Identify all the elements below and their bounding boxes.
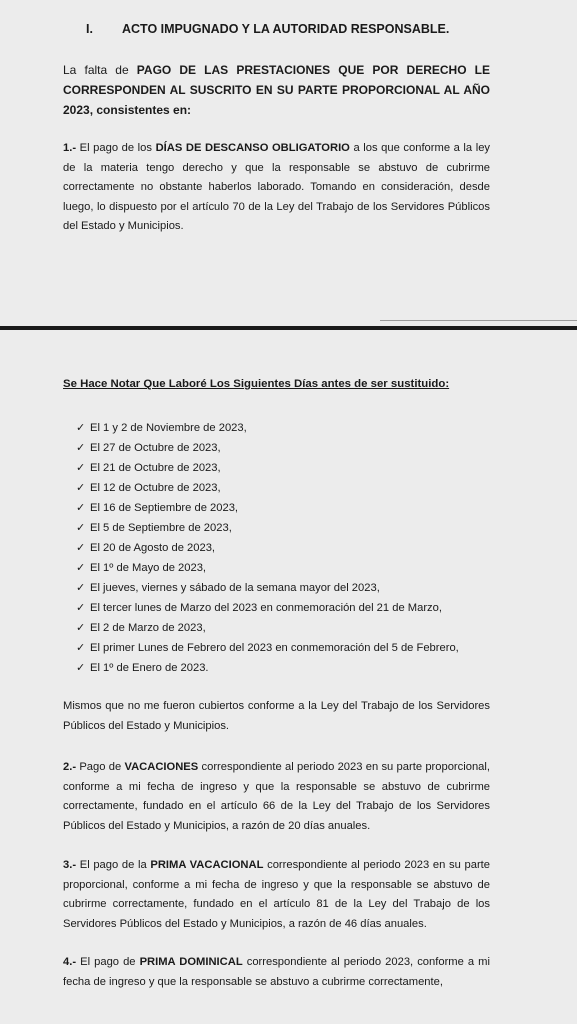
item-1-paragraph bbox=[63, 139, 490, 237]
checkmark-icon: ✓ bbox=[76, 522, 86, 534]
day-list-item bbox=[76, 598, 459, 618]
day-text: El tercer lunes de Marzo del 2023 en conmemoración del 21 de Marzo, bbox=[90, 602, 442, 614]
item-2-paragraph bbox=[63, 758, 490, 836]
item-2-text-b: correspondiente al periodo 2023 en su parte proporcional, conforme a mi fecha de ingreso y que la responsable se abstuvo de cubrirme correctamente, fundado en el artículo 66 de la Ley del Trabajo de los Servidores Públicos del Estado y Municipios, a razón de 20 días anuales. bbox=[63, 761, 491, 832]
day-text: El 12 de Octubre de 2023, bbox=[90, 482, 221, 494]
section-heading bbox=[86, 22, 449, 36]
day-list-item bbox=[76, 518, 459, 538]
day-text: El primer Lunes de Febrero del 2023 en conmemoración del 5 de Febrero, bbox=[90, 642, 459, 654]
day-list-item bbox=[76, 638, 459, 658]
checkmark-icon: ✓ bbox=[76, 582, 86, 594]
checkmark-icon: ✓ bbox=[76, 462, 86, 474]
item-4-text-a: El pago de bbox=[76, 956, 140, 968]
item-3-paragraph bbox=[63, 856, 490, 934]
section-numeral: I. bbox=[86, 22, 93, 36]
day-text: El 1º de Enero de 2023. bbox=[90, 662, 209, 674]
item-4-bold: PRIMA DOMINICAL bbox=[139, 956, 243, 968]
day-text: El 5 de Septiembre de 2023, bbox=[90, 522, 232, 534]
intro-paragraph bbox=[63, 60, 490, 120]
item-2-bold: VACACIONES bbox=[124, 761, 199, 773]
day-list-item bbox=[76, 538, 459, 558]
item-4-number: 4.- bbox=[63, 956, 77, 968]
checkmark-icon: ✓ bbox=[76, 422, 86, 434]
day-list-item bbox=[76, 558, 459, 578]
checkmark-icon: ✓ bbox=[76, 542, 86, 554]
checkmark-icon: ✓ bbox=[76, 602, 86, 614]
mismos-paragraph: Mismos que no me fueron cubiertos conforme a la Ley del Trabajo de los Servidores Públicos del Estado y Municipios. bbox=[63, 700, 490, 732]
day-text: El 20 de Agosto de 2023, bbox=[90, 542, 216, 554]
day-text: El 2 de Marzo de 2023, bbox=[90, 622, 206, 634]
day-list-item bbox=[76, 478, 459, 498]
checkmark-icon: ✓ bbox=[76, 622, 86, 634]
day-text: El 21 de Octubre de 2023, bbox=[90, 462, 221, 474]
item-1-text-b: a los que conforme a la ley de la materia tengo derecho y que la responsable se abstuvo de cubrirme correctamente no obstante haberlos laborado. Tomando en consideración, desde luego, lo dispuesto por el artículo 70 de la Ley del Trabajo de los Servidores Públicos del Estado y Municipios. bbox=[63, 142, 491, 232]
day-list-item bbox=[76, 458, 459, 478]
day-list-item bbox=[76, 658, 459, 678]
day-text: El 16 de Septiembre de 2023, bbox=[90, 502, 239, 514]
day-list-item bbox=[76, 498, 459, 518]
days-worked-title: Se Hace Notar Que Laboré Los Siguientes Días antes de ser sustituido: bbox=[63, 378, 450, 390]
item-3-bold: PRIMA VACACIONAL bbox=[150, 859, 264, 871]
checkmark-icon: ✓ bbox=[76, 562, 86, 574]
page-edge-line bbox=[380, 320, 577, 321]
checkmark-icon: ✓ bbox=[76, 662, 86, 674]
item-2-number: 2.- bbox=[63, 761, 77, 773]
intro-text: La falta de bbox=[63, 63, 137, 77]
checkmark-icon: ✓ bbox=[76, 642, 86, 654]
item-4-paragraph bbox=[63, 953, 490, 992]
item-3-text-a: El pago de la bbox=[76, 859, 151, 871]
day-list-item bbox=[76, 418, 459, 438]
day-text: El 1º de Mayo de 2023, bbox=[90, 562, 207, 574]
checkmark-icon: ✓ bbox=[76, 442, 86, 454]
item-1-number: 1.- bbox=[63, 142, 77, 154]
day-text: El 27 de Octubre de 2023, bbox=[90, 442, 221, 454]
item-3-text-b: correspondiente al periodo 2023 en su parte proporcional, conforme a mi fecha de ingreso y que la responsable se abstuvo de cubrirme correctamente, fundado en el artículo 81 de la Ley del Trabajo de los Servidores Públicos del Estado y Municipios, a razón de 46 días anuales. bbox=[63, 859, 490, 930]
intro-bold-text: PAGO DE LAS PRESTACIONES QUE POR DERECHO LE CORRESPONDEN AL SUSCRITO EN SU PARTE PROPORCIONAL AL AÑO 2023, consistentes en: bbox=[63, 63, 491, 117]
day-list-item bbox=[76, 578, 459, 598]
item-1-text-a: El pago de los bbox=[76, 142, 156, 154]
day-list-item bbox=[76, 618, 459, 638]
day-list-item bbox=[76, 438, 459, 458]
checkmark-icon: ✓ bbox=[76, 482, 86, 494]
section-title: ACTO IMPUGNADO Y LA AUTORIDAD RESPONSABLE. bbox=[122, 22, 450, 36]
item-2-text-a: Pago de bbox=[76, 761, 125, 773]
item-4-text-b: correspondiente al periodo 2023, conforme a mi fecha de ingreso y que la responsable se abstuvo a cubrirme correctamente, bbox=[63, 956, 490, 988]
item-1-bold: DÍAS DE DESCANSO OBLIGATORIO bbox=[155, 142, 350, 154]
day-text: El jueves, viernes y sábado de la semana mayor del 2023, bbox=[90, 582, 380, 594]
item-3-number: 3.- bbox=[63, 859, 77, 871]
document-page-1 bbox=[0, 0, 577, 326]
day-text: El 1 y 2 de Noviembre de 2023, bbox=[90, 422, 247, 434]
days-worked-list bbox=[76, 418, 459, 678]
checkmark-icon: ✓ bbox=[76, 502, 86, 514]
